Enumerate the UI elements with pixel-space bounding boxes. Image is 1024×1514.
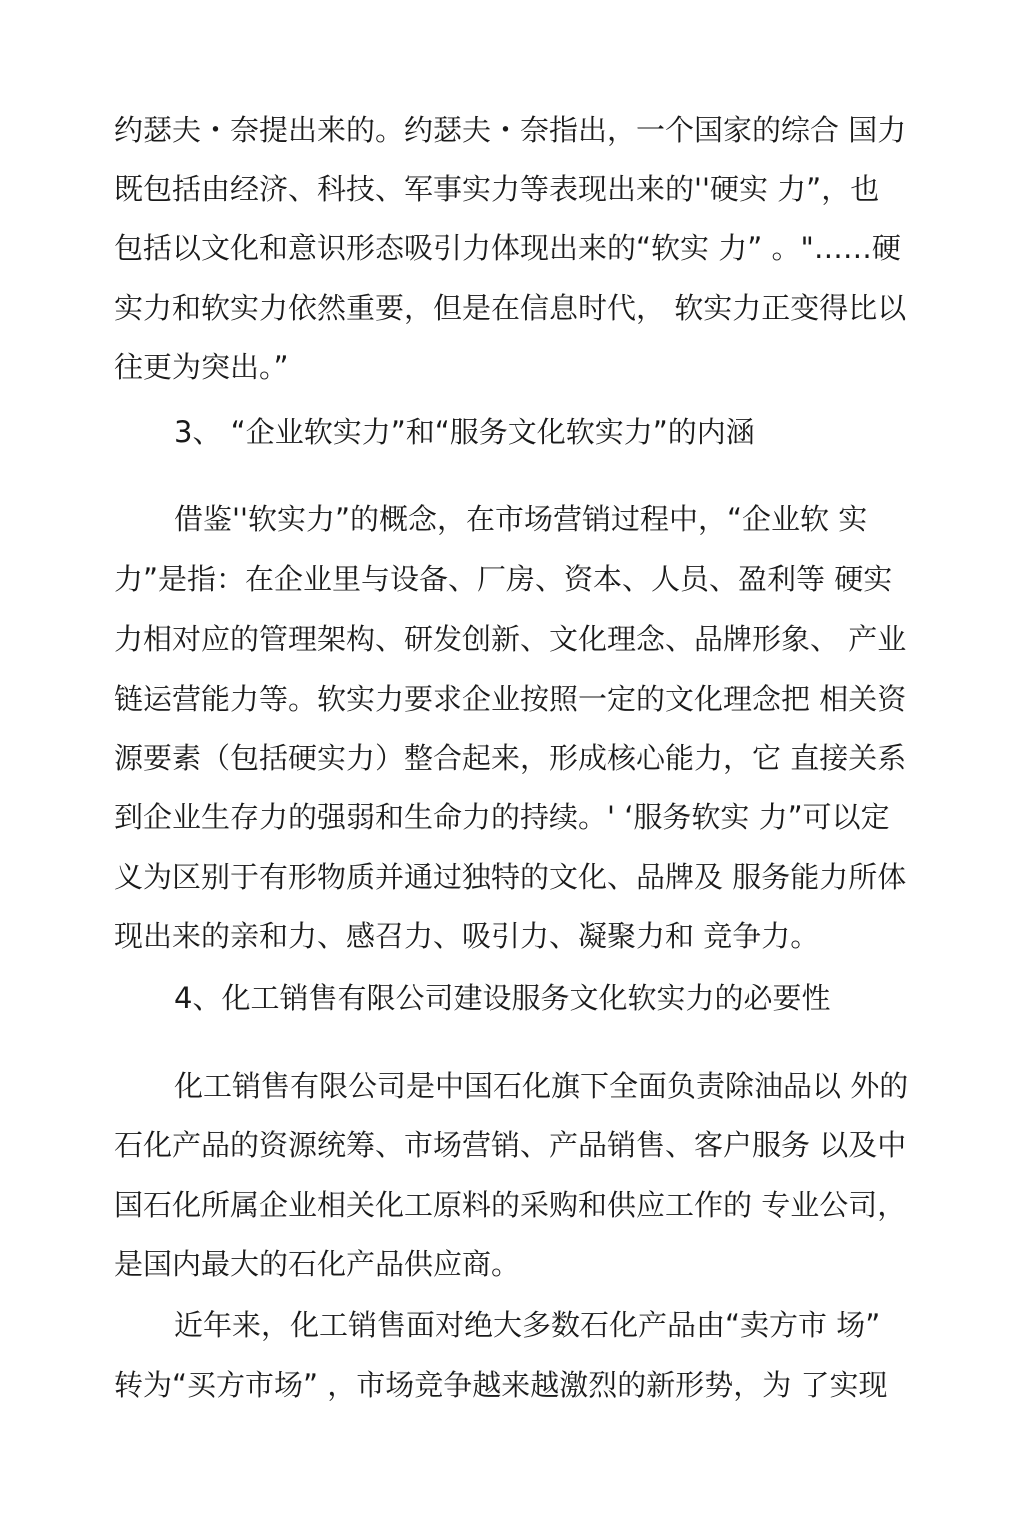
paragraph-line: 到企业生存力的强弱和生命力的持续。' ‘服务软实 力”可以定 bbox=[114, 800, 890, 834]
paragraph-line: 链运营能力等。软实力要求企业按照一定的文化理念把 相关资 bbox=[114, 682, 907, 716]
paragraph-line: 实力和软实力依然重要，但是在信息时代， 软实力正变得比以 bbox=[114, 291, 907, 325]
paragraph-line: 力”是指：在企业里与设备、厂房、资本、人员、盈利等 硬实 bbox=[114, 562, 893, 596]
paragraph-line: 往更为突出。” bbox=[114, 350, 289, 384]
paragraph-line: 转为“买方市场” ，市场竞争越来越激烈的新形势，为 了实现 bbox=[114, 1368, 888, 1402]
paragraph-line: 近年来，化工销售面对绝大多数石化产品由“卖方市 场” bbox=[174, 1308, 881, 1342]
paragraph-line: 力相对应的管理架构、研发创新、文化理念、品牌形象、 产业 bbox=[114, 622, 907, 656]
paragraph-line: 借鉴''软实力”的概念，在市场营销过程中，“企业软 实 bbox=[174, 502, 868, 536]
section-heading-3: 3、 “企业软实力”和“服务文化软实力”的内涵 bbox=[174, 415, 755, 449]
section-heading-4: 4、化工销售有限公司建设服务文化软实力的必要性 bbox=[174, 981, 831, 1015]
paragraph-line: 约瑟夫・奈提出来的。约瑟夫・奈指出，一个国家的综合 国力 bbox=[114, 113, 907, 147]
paragraph-line: 化工销售有限公司是中国石化旗下全面负责除油品以 外的 bbox=[174, 1069, 909, 1103]
paragraph-line: 包括以文化和意识形态吸引力体现出来的“软实 力” 。"……硬 bbox=[114, 231, 901, 265]
paragraph-line: 既包括由经济、科技、军事实力等表现出来的''硬实 力”，也 bbox=[114, 172, 880, 206]
paragraph-line: 义为区别于有形物质并通过独特的文化、品牌及 服务能力所体 bbox=[114, 860, 907, 894]
paragraph-line: 现出来的亲和力、感召力、吸引力、凝聚力和 竞争力。 bbox=[114, 919, 820, 953]
paragraph-line: 石化产品的资源统筹、市场营销、产品销售、客户服务 以及中 bbox=[114, 1128, 907, 1162]
paragraph-line: 国石化所属企业相关化工原料的采购和供应工作的 专业公司， bbox=[114, 1188, 907, 1222]
paragraph-line: 源要素（包括硬实力）整合起来，形成核心能力，它 直接关系 bbox=[114, 741, 907, 775]
paragraph-line: 是国内最大的石化产品供应商。 bbox=[114, 1247, 521, 1281]
